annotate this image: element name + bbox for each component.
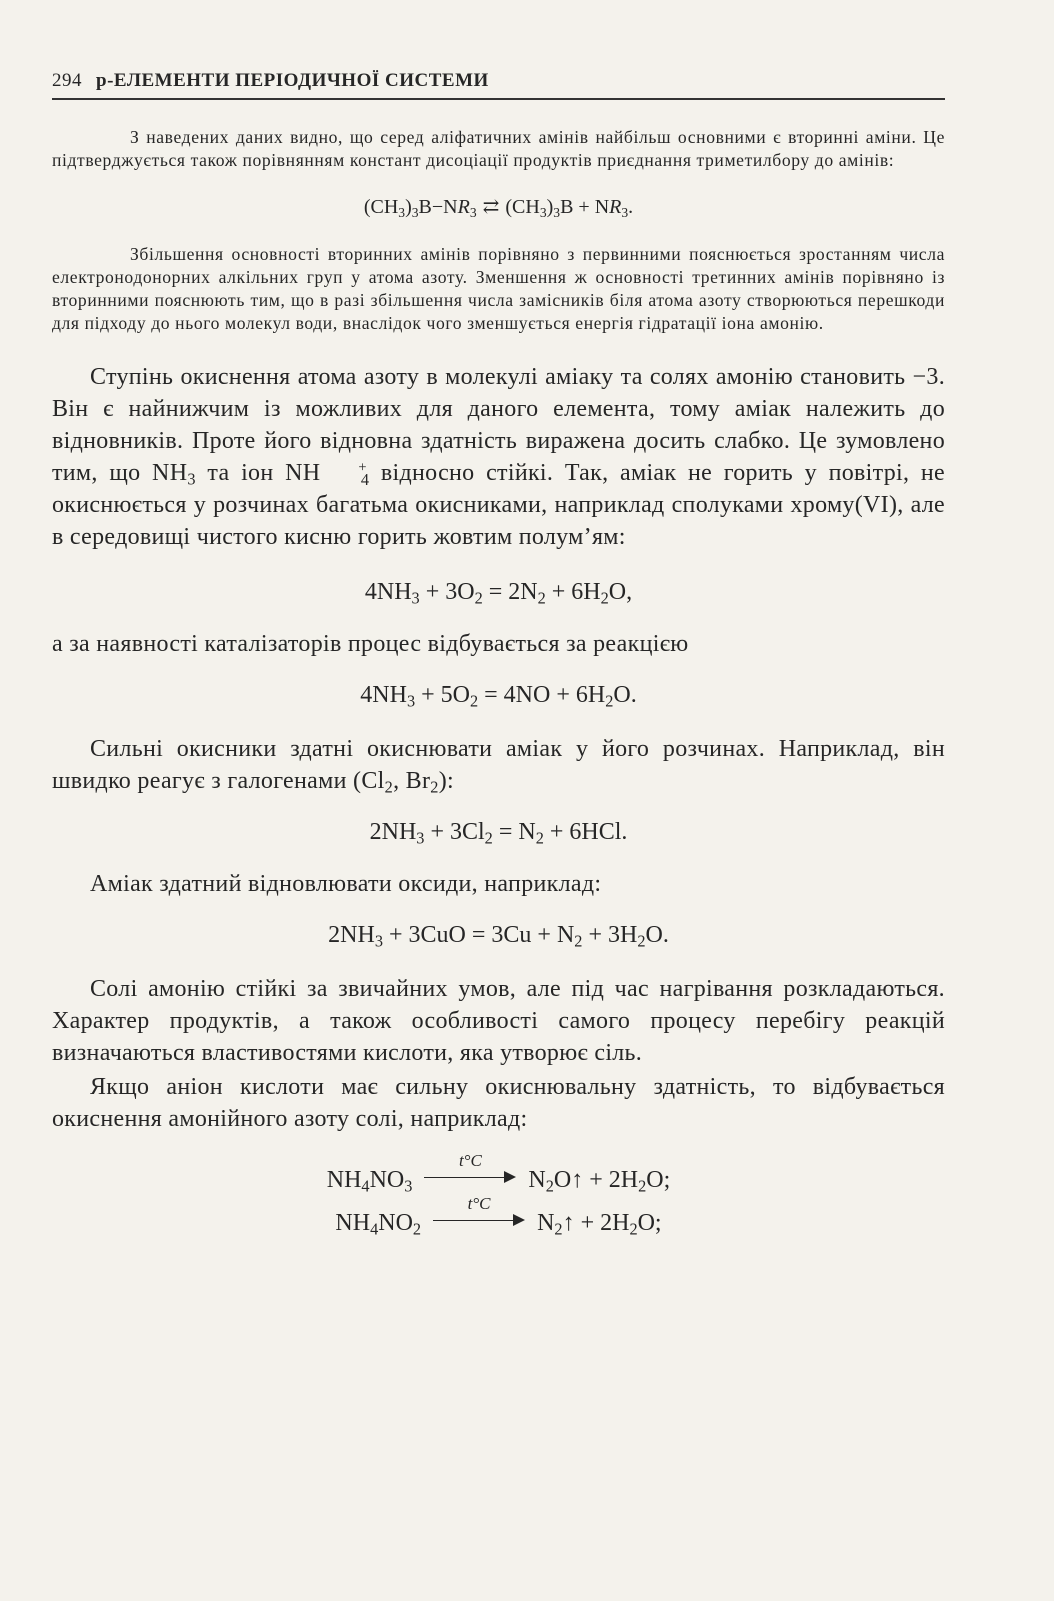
paragraph-strong-oxidizers: Сильні окисники здатні окиснювати аміак у його розчинах. Наприклад, він швидко реагує з галогенами ($Cl_2$, $Br_2$): xyxy=(52,736,945,797)
equation-2: $4NH_3 + 5O_2 = 4NO + 6H_2O$. xyxy=(360,682,637,711)
page-number: 294 xyxy=(52,70,82,91)
paragraph-anion: Якщо аніон кислоти має сильну окиснювальну здатність, то відбувається окиснення амонійного азоту солі, наприклад: xyxy=(52,1074,945,1132)
equation-trimethylboron: $(CH_3)_3B-NR_3$ ⇄ $(CH_3)_3B + NR_3$. xyxy=(363,196,634,220)
running-header xyxy=(52,70,945,100)
paragraph-ammonium-salts: Солі амонію стійкі за звичайних умов, але під час нагрівання розкладаються. Характер продуктів, а також особливості самого процесу перебігу реакцій визначаються властивостями кислоти, яка утворює сіль. xyxy=(52,976,945,1066)
equilibrium-arrow-icon: ⇄ xyxy=(482,196,500,218)
paragraph-small-2: Збільшення основності вторинних амінів порівняно з первинними пояснюється зростанням числа електронодонорних алкільних груп у атома азоту. Зменшення ж основності третинних амінів порівняно із вторинними пояснюють тим, що в разі збільшення числа замісників біля атома азоту створюються перешкоди для підходу до нього молекул води, внаслідок чого зменшується енергія гідратації іона амонію. xyxy=(52,244,945,333)
paragraph-oxidation-state: Ступінь окиснення атома азоту в молекулі аміаку та солях амонію становить −3. Він є найнижчим із можливих для даного елемента, тому аміак належить до відновників. Проте його відновна здатність виражена досить слабко. Це зумовлено тим, що $NH_3$ та іон NH +$_4$ відносно стійкі. Так, аміак не горить у повітрі, не окиснюється у розчинах багатьма окисниками, наприклад сполуками хрому(VI), але в середовищі чистого кисню горить жовтим полум’ям: xyxy=(52,364,946,550)
equation-1: $4NH_3 + 3O_2 = 2N_2 + 6H_2O$, xyxy=(364,579,633,608)
reaction-arrow-icon: t°C xyxy=(433,1208,525,1232)
equation-3: $2NH_3 + 3Cl_2 = N_2 + 6HCl$. xyxy=(369,819,628,848)
equation-6: $NH_4NO_2$ t°C $N_2↑ + 2H_2O$; xyxy=(335,1194,662,1239)
paragraph-catalyst: а за наявності каталізаторів процес відбувається за реакцією xyxy=(52,631,689,657)
equation-5: $NH_4NO_3$ t°C $N_2O↑ + 2H_2O$; xyxy=(326,1151,671,1196)
paragraph-small-1: З наведених даних видно, що серед аліфатичних амінів найбільш основними є вторинні аміни. Це підтверджується також порівнянням констант дисоціації продуктів приєднання триметилбору до амінів: xyxy=(52,127,945,170)
paragraph-reduce-oxides: Аміак здатний відновлювати оксиди, наприклад: xyxy=(90,871,602,897)
header-title: р-ЕЛЕМЕНТИ ПЕРІОДИЧНОЇ СИСТЕМИ xyxy=(96,70,489,91)
equation-4: $2NH_3 + 3CuO = 3Cu + N_2 + 3H_2O$. xyxy=(328,922,669,951)
reaction-arrow-icon: t°C xyxy=(424,1165,516,1189)
page xyxy=(52,70,945,1237)
